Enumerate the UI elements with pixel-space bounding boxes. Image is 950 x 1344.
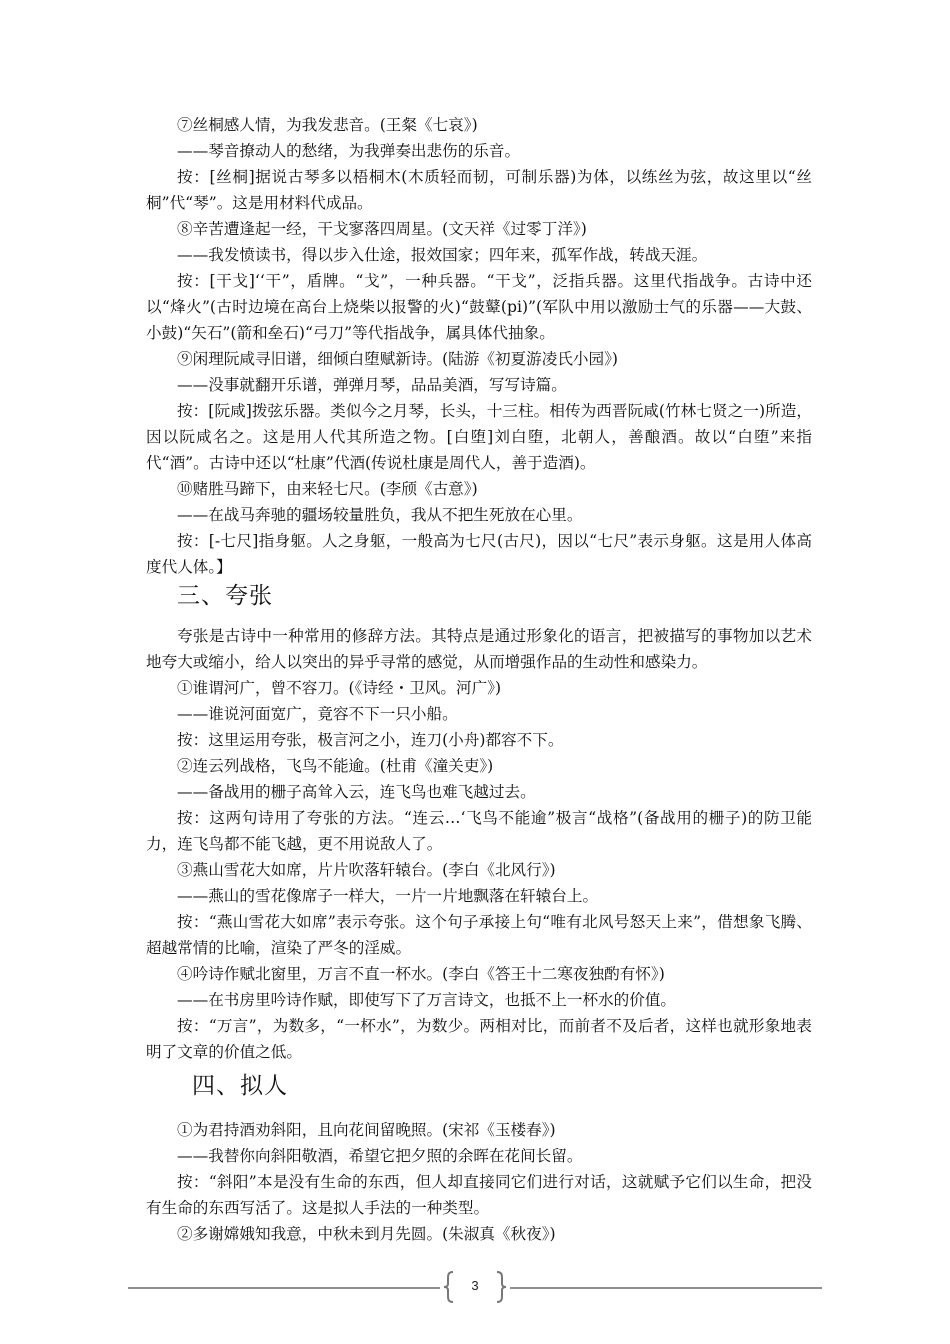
paragraph: ——在书房里吟诗作赋，即使写下了万言诗文，也抵不上一杯水的价值。	[177, 991, 677, 1009]
paragraph: 按：这里运用夸张，极言河之小，连刀(小舟)都容不下。	[177, 731, 564, 749]
paragraph: 按：“燕山雪花大如席”表示夸张。这个句子承接上句“唯有北风号怒天上来”，借想象飞腾、超越常情的比喻，渲染了严冬的淫威。	[146, 913, 812, 957]
page-footer	[128, 1268, 822, 1308]
paragraph: ——谁说河面宽广，竟容不下一只小船。	[177, 705, 458, 723]
paragraph: 按：这两句诗用了夸张的方法。“连云…‘飞鸟不能逾”极言“战格”(备战用的栅子)的防卫能力，连飞鸟都不能飞越，更不用说敌人了。	[146, 809, 812, 853]
paragraph: 按：“斜阳”本是没有生命的东西，但人却直接同它们进行对话，这就赋予它们以生命，把没有生命的东西写活了。这是拟人手法的一种类型。	[146, 1173, 812, 1217]
footer-rule-left	[128, 1287, 440, 1289]
paragraph: ——我发愤读书，得以步入仕途，报效国家；四年来，孤军作战，转战天涯。	[177, 246, 708, 264]
paragraph: ⑧辛苦遭逢起一经，干戈寥落四周星。(文天祥《过零丁洋》)	[177, 220, 587, 238]
paragraph: ——在战马奔驰的疆场较量胜负，我从不把生死放在心里。	[177, 506, 583, 524]
paragraph: ⑦丝桐感人情，为我发悲音。(王粲《七哀》)	[177, 116, 478, 134]
paragraph: ③燕山雪花大如席，片片吹落轩辕台。(李白《北风行》)	[177, 861, 556, 879]
personification-paragraphs	[146, 1117, 812, 1247]
left-brace-icon	[442, 1271, 456, 1303]
paragraph: ——我替你向斜阳敬酒，希望它把夕照的余晖在花间长留。	[177, 1147, 583, 1165]
paragraph: ④吟诗作赋北窗里，万言不直一杯水。(李白《答王十二寒夜独酌有怀》)	[177, 965, 665, 983]
paragraph: 夸张是古诗中一种常用的修辞方法。其特点是通过形象化的语言，把被描写的事物加以艺术地夸大或缩小，给人以突出的异乎寻常的感觉，从而增强作品的生动性和感染力。	[146, 627, 812, 671]
paragraph: 按：“万言”，为数多，“一杯水”，为数少。两相对比，而前者不及后者，这样也就形象地表明了文章的价值之低。	[146, 1017, 812, 1061]
paragraph: ⑨闲理阮咸寻旧谱，细倾白堕赋新诗。(陆游《初夏游凌氏小园》)	[177, 350, 618, 368]
paragraph: ①为君持酒劝斜阳，且向花间留晚照。(宋祁《玉楼春》)	[177, 1121, 556, 1139]
paragraph: 按：[阮咸]拨弦乐器。类似今之月琴，长头，十三柱。相传为西晋阮咸(竹林七贤之一)所造，因以阮咸名之。这是用人代其所造之物。[白堕]刘白堕，北朝人，善酿酒。故以“白堕”来指代“酒”。古诗中还以“杜康”代酒(传说杜康是周代人，善于造酒)。	[146, 402, 812, 472]
page-number: 3	[471, 1278, 479, 1293]
paragraph: ——备战用的栅子高耸入云，连飞鸟也难飞越过去。	[177, 783, 536, 801]
page-body	[146, 112, 812, 1247]
footer-rule-right	[510, 1287, 822, 1289]
section-heading-personification: 四、拟人	[192, 1073, 288, 1099]
paragraph: ⑩赌胜马蹄下，由来轻七尺。(李颀《古意》)	[177, 480, 478, 498]
paragraph: ——燕山的雪花像席子一样大，一片一片地飘落在轩辕台上。	[177, 887, 599, 905]
paragraph: ①谁谓河广，曾不容刀。(《诗经・卫风。河广》)	[177, 679, 502, 697]
section-heading-exaggeration: 三、夸张	[177, 583, 273, 609]
paragraph: 按：[-七尺]指身躯。人之身躯，一般高为七尺(古尺)，因以“七尺”表示身躯。这是用人体高度代人体。】	[146, 532, 812, 576]
paragraph: ——没事就翻开乐谱，弹弹月琴，品品美酒，写写诗篇。	[177, 376, 567, 394]
metonymy-examples	[146, 112, 812, 580]
exaggeration-paragraphs	[146, 623, 812, 1065]
paragraph: 按：[丝桐]据说古琴多以梧桐木(木质轻而韧，可制乐器)为体，以练丝为弦，故这里以“丝桐”代“琴”。这是用材料代成品。	[146, 168, 812, 212]
paragraph: 按：[干戈]‘‘干”，盾牌。“戈”，一种兵器。“干戈”，泛指兵器。这里代指战争。古诗中还以“烽火”(古时边境在高台上烧柴以报警的火)“鼓鼙(pi)”(军队中用以激励士气的乐器——大鼓、小鼓)“矢石”(箭和垒石)“弓刀”等代指战争，属具体代抽象。	[146, 272, 812, 342]
paragraph: ②连云列战格，飞鸟不能逾。(杜甫《潼关吏》)	[177, 757, 494, 775]
paragraph: ②多谢嫦娥知我意，中秋未到月先圆。(朱淑真《秋夜》)	[177, 1225, 556, 1243]
right-brace-icon	[494, 1271, 508, 1303]
paragraph: ——琴音撩动人的愁绪，为我弹奏出悲伤的乐音。	[177, 142, 521, 160]
